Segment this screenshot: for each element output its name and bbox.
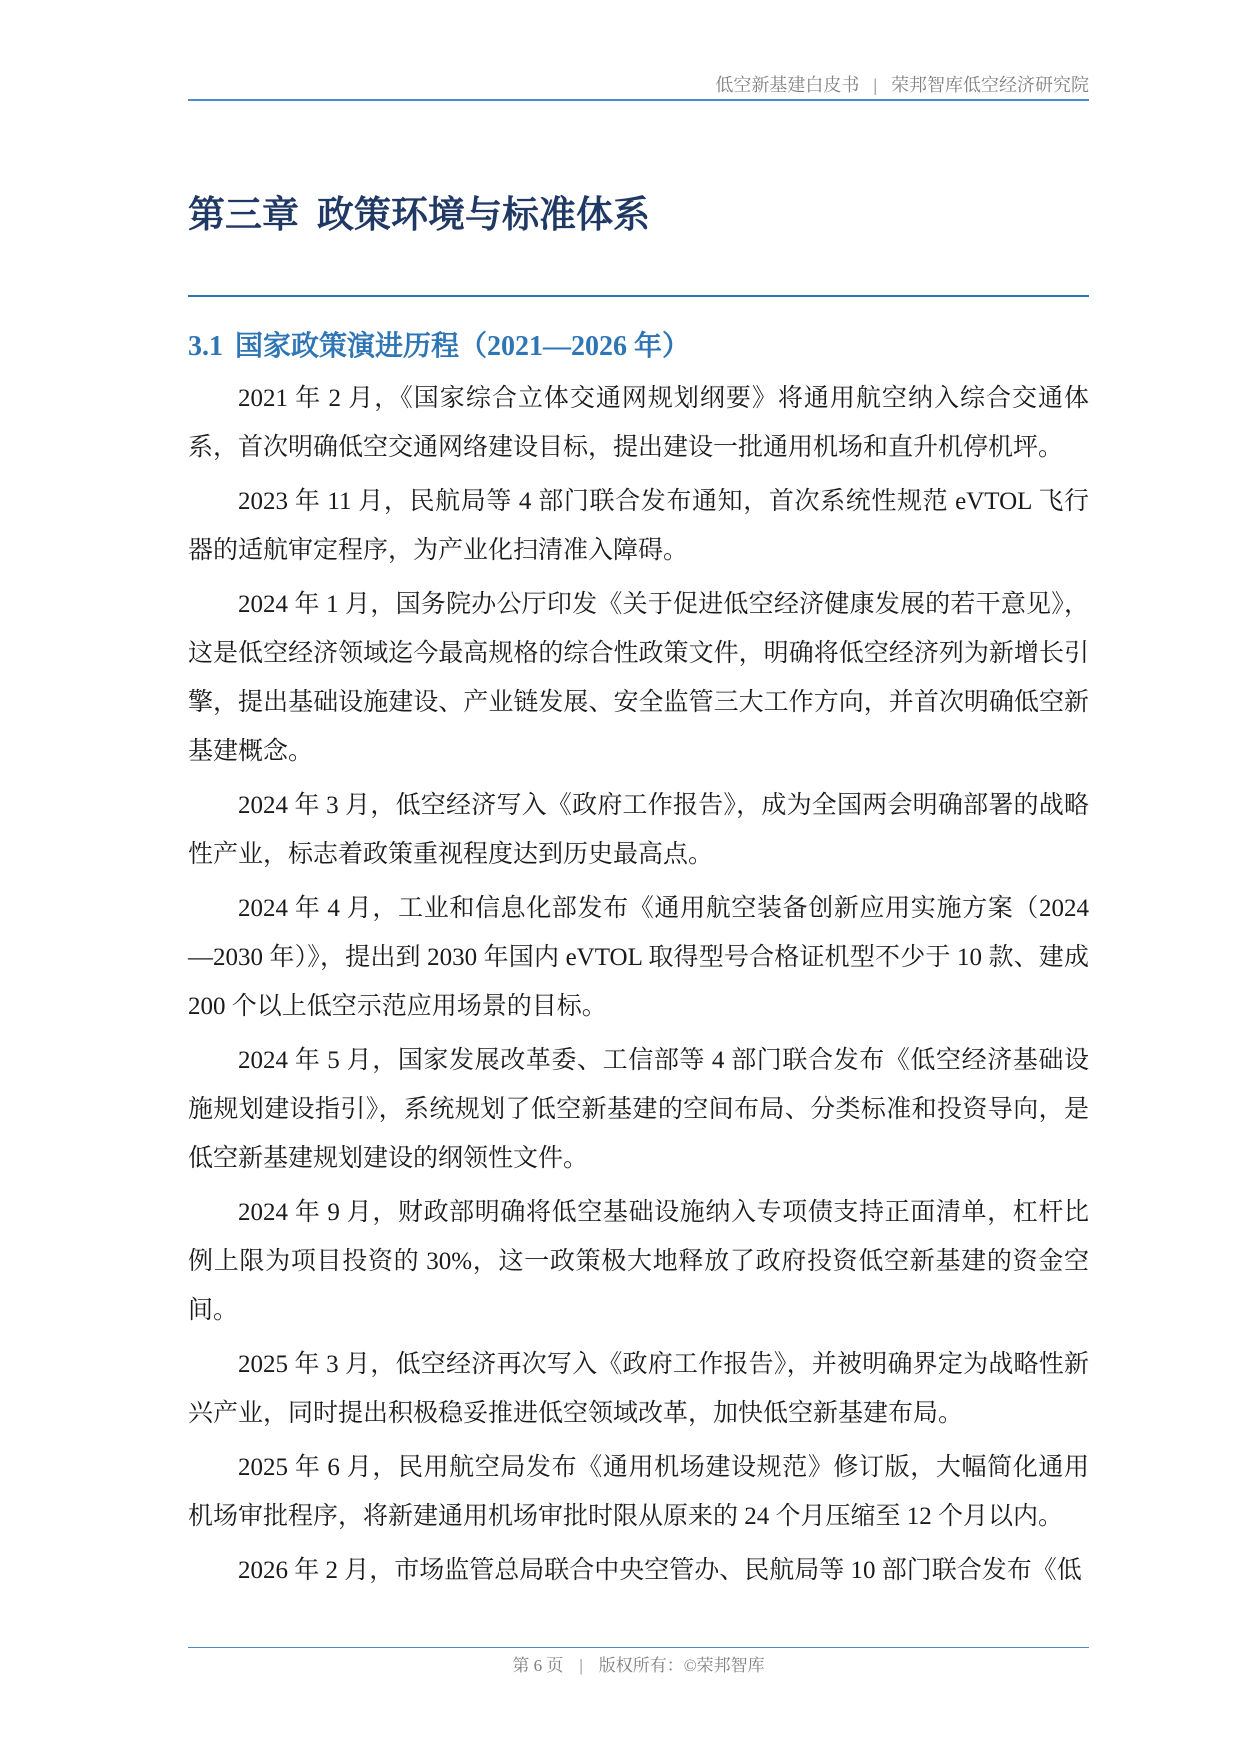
chapter-title [188,190,1089,242]
chapter-rule [188,295,1089,297]
footer-rule [188,1647,1089,1648]
body-paragraph: 2024 年 4 月，工业和信息化部发布《通用航空装备创新应用实施方案（2024—2030 年）》，提出到 2030 年国内 eVTOL 取得型号合格证机型不少于 10 款、建成 200 个以上低空示范应用场景的目标。 [188,895,1089,1020]
footer-separator: | [579,1656,583,1675]
section-title-text: 国家政策演进历程（2021—2026 年） [235,331,691,362]
body-paragraph: 2024 年 9 月，财政部明确将低空基础设施纳入专项债支持正面清单，杠杆比例上限为项目投资的 30%，这一政策极大地释放了政府投资低空新基建的资金空间。 [188,1199,1089,1324]
body-text [188,374,1089,1600]
body-paragraph: 2026 年 2 月，市场监管总局联合中央空管办、民航局等 10 部门联合发布《低 [238,1557,1082,1584]
section-number: 3.1 [188,331,223,362]
body-paragraph: 2023 年 11 月，民航局等 4 部门联合发布通知，首次系统性规范 eVTOL 飞行器的适航审定程序，为产业化扫清准入障碍。 [188,488,1089,564]
section-heading [188,326,1089,368]
header-rule [188,99,1089,101]
body-paragraph: 2024 年 1 月，国务院办公厅印发《关于促进低空经济健康发展的若干意见》，这是低空经济领域迄今最高规格的综合性政策文件，明确将低空经济列为新增长引擎，提出基础设施建设、产业链发展、安全监管三大工作方向，并首次明确低空新基建概念。 [188,591,1089,765]
body-paragraph: 2024 年 5 月，国家发展改革委、工信部等 4 部门联合发布《低空经济基础设施规划建设指引》，系统规划了低空新基建的空间布局、分类标准和投资导向，是低空新基建规划建设的纲领性文件。 [188,1047,1089,1172]
body-paragraph: 2025 年 6 月，民用航空局发布《通用机场建设规范》修订版，大幅简化通用机场审批程序，将新建通用机场审批时限从原来的 24 个月压缩至 12 个月以内。 [188,1454,1089,1530]
running-footer [188,1654,1089,1678]
page-number-label: 第 6 页 [512,1656,564,1675]
body-paragraph: 2024 年 3 月，低空经济写入《政府工作报告》，成为全国两会明确部署的战略性产业，标志着政策重视程度达到历史最高点。 [188,792,1089,868]
body-paragraph: 2021 年 2 月，《国家综合立体交通网规划纲要》将通用航空纳入综合交通体系，首次明确低空交通网络建设目标，提出建设一批通用机场和直升机停机坪。 [188,385,1089,461]
chapter-number: 第三章 [188,195,299,236]
header-organization: 荣邦智库低空经济研究院 [891,75,1089,95]
body-paragraph: 2025 年 3 月，低空经济再次写入《政府工作报告》，并被明确界定为战略性新兴产业，同时提出积极稳妥推进低空领域改革，加快低空新基建布局。 [188,1351,1089,1427]
copyright-notice: 版权所有：©荣邦智库 [598,1656,765,1675]
running-header [188,72,1089,98]
chapter-title-text: 政策环境与标准体系 [317,195,650,236]
header-separator: | [873,75,877,95]
header-doc-title: 低空新基建白皮书 [715,75,860,95]
